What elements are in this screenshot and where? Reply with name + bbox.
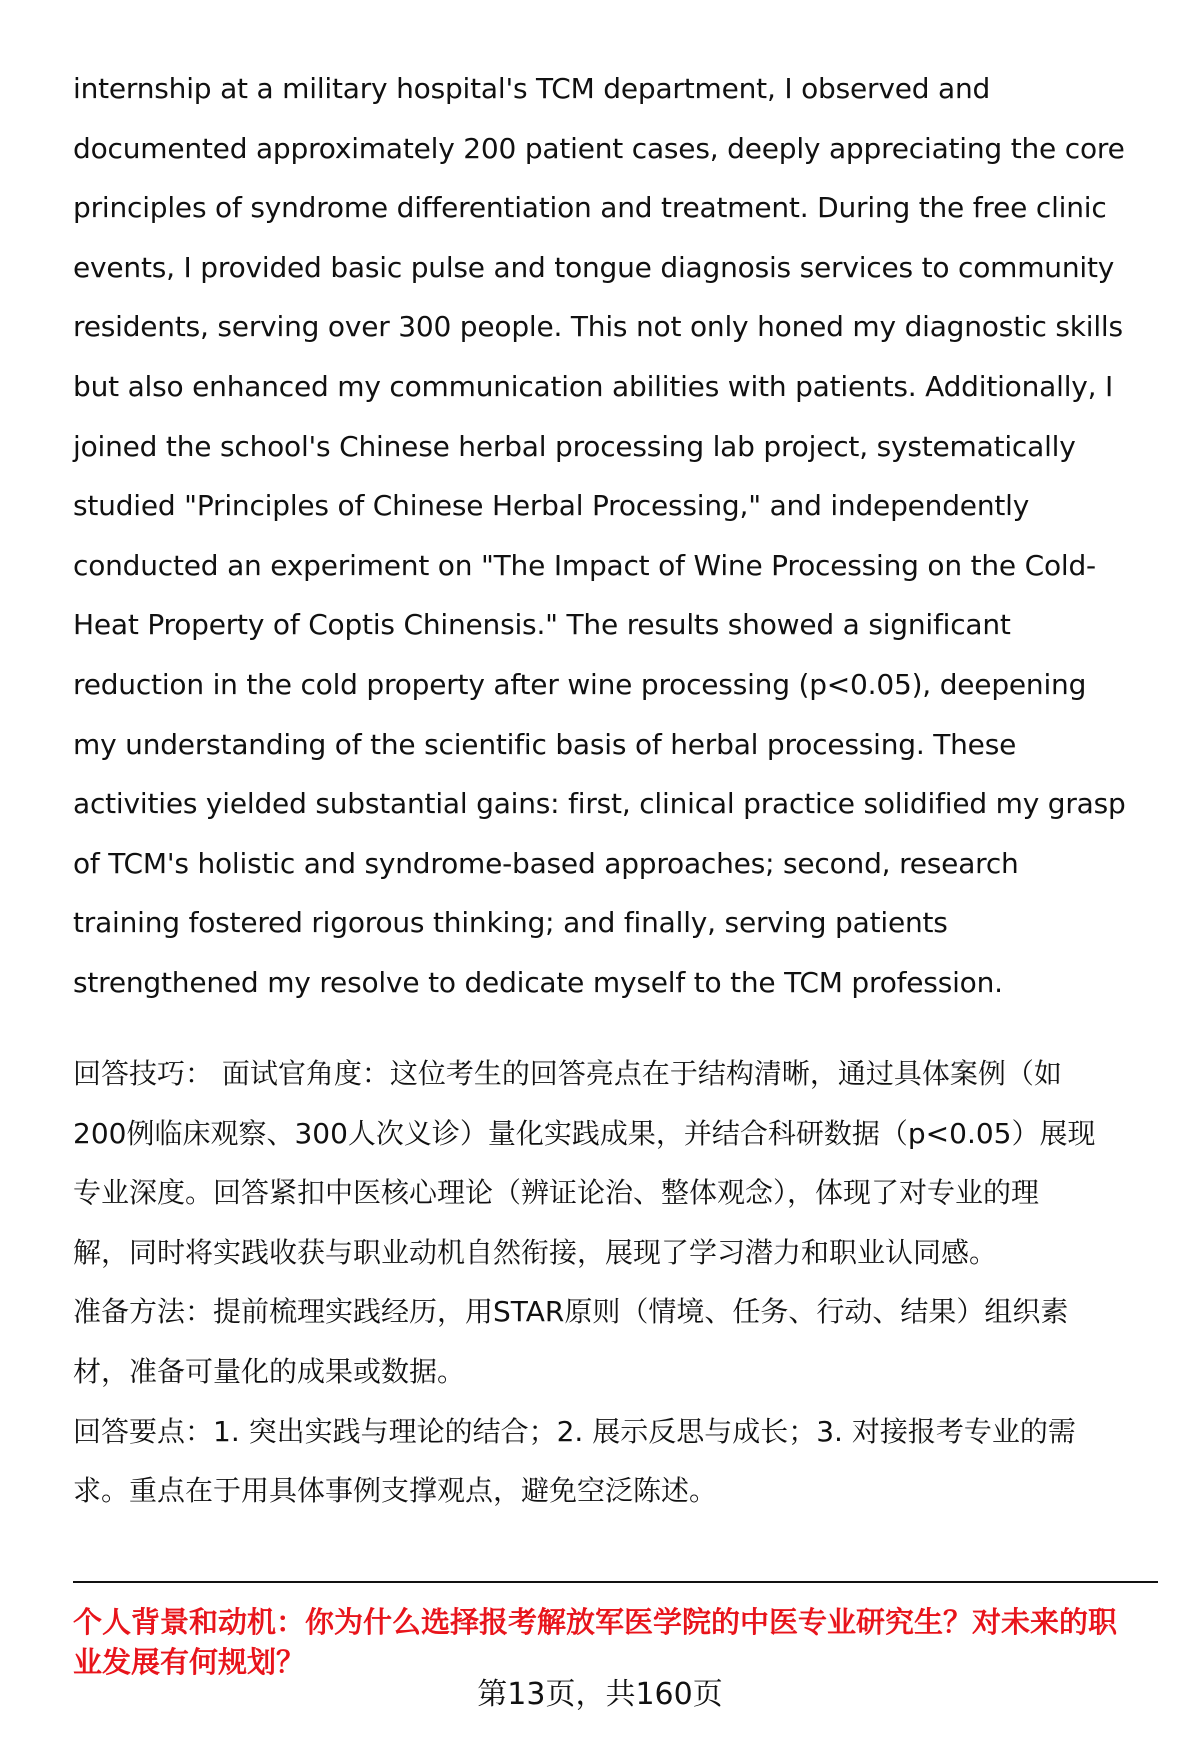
- answer-line: documented approximately 200 patient cases, deeply appreciating the core: [73, 131, 1125, 165]
- answer-text: [73, 59, 1153, 1013]
- answer-line: reduction in the cold property after wine processing (p<0.05), deepening: [73, 667, 1087, 701]
- answer-line: activities yielded substantial gains: first, clinical practice solidified my grasp: [73, 787, 1126, 821]
- answer-line: strengthened my resolve to dedicate myself to the TCM profession.: [73, 965, 1003, 999]
- answer-line: but also enhanced my communication abilities with patients. Additionally, I: [73, 369, 1114, 403]
- answer-line: internship at a military hospital's TCM department, I observed and: [73, 72, 991, 105]
- answer-line: principles of syndrome differentiation and treatment. During the free clinic: [73, 191, 1107, 225]
- answer-line: joined the school's Chinese herbal processing lab project, systematically: [73, 429, 1076, 463]
- tips-line: 回答技巧： 面试官角度：这位考生的回答亮点在于结构清晰，通过具体案例（如: [73, 1057, 1062, 1090]
- tips-line: 专业深度。回答紧扣中医核心理论（辨证论治、整体观念），体现了对专业的理: [73, 1176, 1040, 1210]
- answer-line: residents, serving over 300 people. This not only honed my diagnostic skills: [73, 310, 1123, 344]
- answer-tips: [73, 1044, 1153, 1521]
- tips-line: 回答要点：1. 突出实践与理论的结合；2. 展示反思与成长；3. 对接报考专业的需: [73, 1414, 1076, 1448]
- answer-line: my understanding of the scientific basis of herbal processing. These: [73, 727, 1017, 761]
- answer-line: conducted an experiment on "The Impact of Wine Processing on the Cold-: [73, 548, 1096, 582]
- tips-line: 200例临床观察、300人次义诊）量化实践成果，并结合科研数据（p<0.05）展现: [73, 1116, 1096, 1150]
- tips-line: 准备方法：提前梳理实践经历，用STAR原则（情境、任务、行动、结果）组织素: [73, 1295, 1069, 1329]
- answer-line: Heat Property of Coptis Chinensis." The results showed a significant: [73, 608, 1011, 642]
- answer-line: training fostered rigorous thinking; and finally, serving patients: [73, 906, 948, 940]
- page-number: 第13页，共160页: [477, 1677, 723, 1712]
- tips-line: 解，同时将实践收获与职业动机自然衔接，展现了学习潜力和职业认同感。: [73, 1235, 998, 1269]
- answer-line: of TCM's holistic and syndrome-based approaches; second, research: [73, 846, 1019, 880]
- question-line: 个人背景和动机：你为什么选择报考解放军医学院的中医专业研究生？对未来的职: [73, 1605, 1118, 1639]
- question-line: 业发展有何规划？: [73, 1645, 306, 1679]
- tips-line: 材，准备可量化的成果或数据。: [73, 1354, 466, 1388]
- tips-line: 求。重点在于用具体事例支撑观点，避免空泛陈述。: [73, 1474, 718, 1508]
- next-question-heading: [73, 1602, 1163, 1682]
- answer-line: studied "Principles of Chinese Herbal Processing," and independently: [73, 489, 1030, 523]
- answer-line: events, I provided basic pulse and tongue diagnosis services to community: [73, 250, 1115, 284]
- section-divider: [73, 1581, 1158, 1583]
